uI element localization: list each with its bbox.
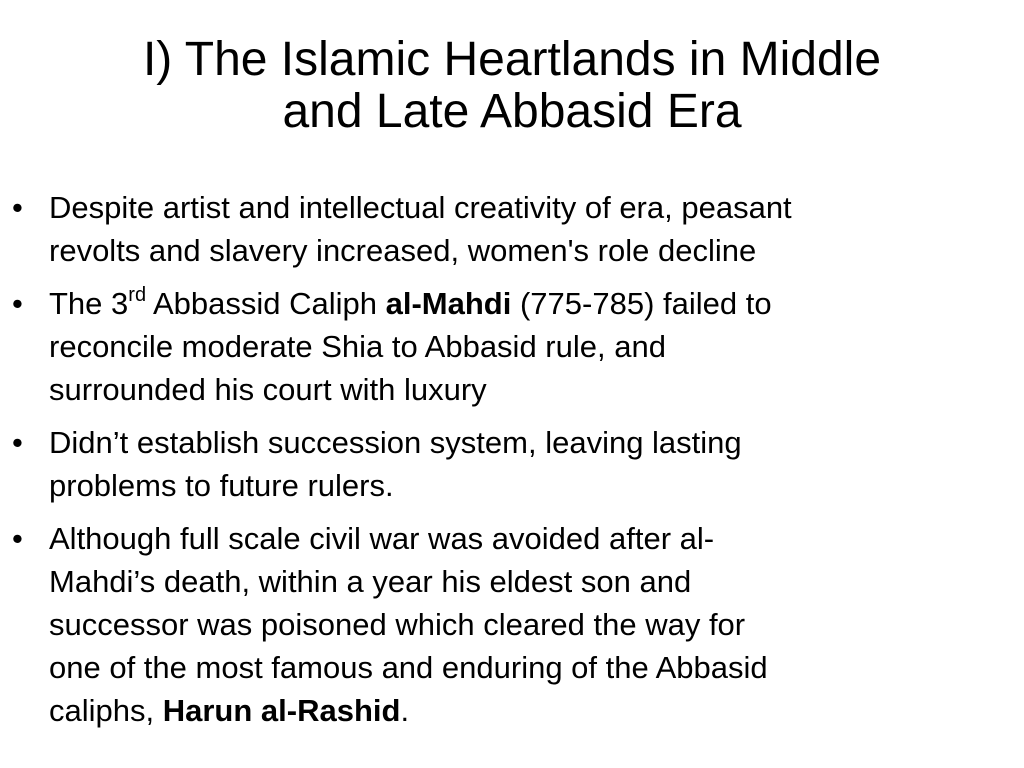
bullet-item-4: [10, 517, 1015, 732]
bullet-item-1: [10, 186, 1015, 272]
bullet-item-2: [10, 282, 1015, 411]
bullet-4-line-3: successor was poisoned which cleared the way for: [49, 607, 746, 642]
caliph-name-harun-al-rashid: Harun al-Rashid: [162, 693, 401, 728]
bullet-item-3: [10, 421, 1015, 507]
bullet-2-line-2: reconcile moderate Shia to Abbasid rule, and: [49, 329, 666, 364]
bullet-2-text-b: Abbassid Caliph: [146, 286, 386, 321]
bullet-2-line-1: [49, 282, 1015, 325]
bullet-4-text-a: caliphs,: [49, 693, 163, 728]
bullet-marker: •: [12, 190, 23, 225]
bullet-1-line-2: revolts and slavery increased, women's role decline: [49, 233, 757, 268]
bullet-marker: •: [12, 286, 23, 321]
bullet-1-line-1: Despite artist and intellectual creativity of era, peasant: [49, 190, 792, 225]
slide-title: [0, 34, 1024, 138]
bullet-2-text-c: (775-785) failed to: [511, 286, 772, 321]
bullet-2-text-a: The 3: [49, 286, 129, 321]
bullet-list: [10, 186, 1015, 742]
bullet-4-line-5: [49, 689, 1015, 732]
bullet-4-text-b: .: [400, 693, 410, 728]
bullet-3-line-1: Didn’t establish succession system, leaving lasting: [49, 425, 742, 460]
title-line-2: and Late Abbasid Era: [282, 85, 742, 138]
bullet-4-line-1: Although full scale civil war was avoided after al-: [49, 521, 715, 556]
ordinal-superscript: rd: [128, 284, 147, 306]
caliph-name-al-mahdi: al-Mahdi: [385, 286, 512, 321]
bullet-marker: •: [12, 425, 23, 460]
title-line-1: I) The Islamic Heartlands in Middle: [142, 33, 882, 86]
bullet-4-line-2: Mahdi’s death, within a year his eldest son and: [49, 564, 692, 599]
bullet-2-line-3: surrounded his court with luxury: [49, 372, 487, 407]
bullet-4-line-4: one of the most famous and enduring of the Abbasid: [49, 650, 768, 685]
bullet-marker: •: [12, 521, 23, 556]
bullet-3-line-2: problems to future rulers.: [49, 468, 394, 503]
